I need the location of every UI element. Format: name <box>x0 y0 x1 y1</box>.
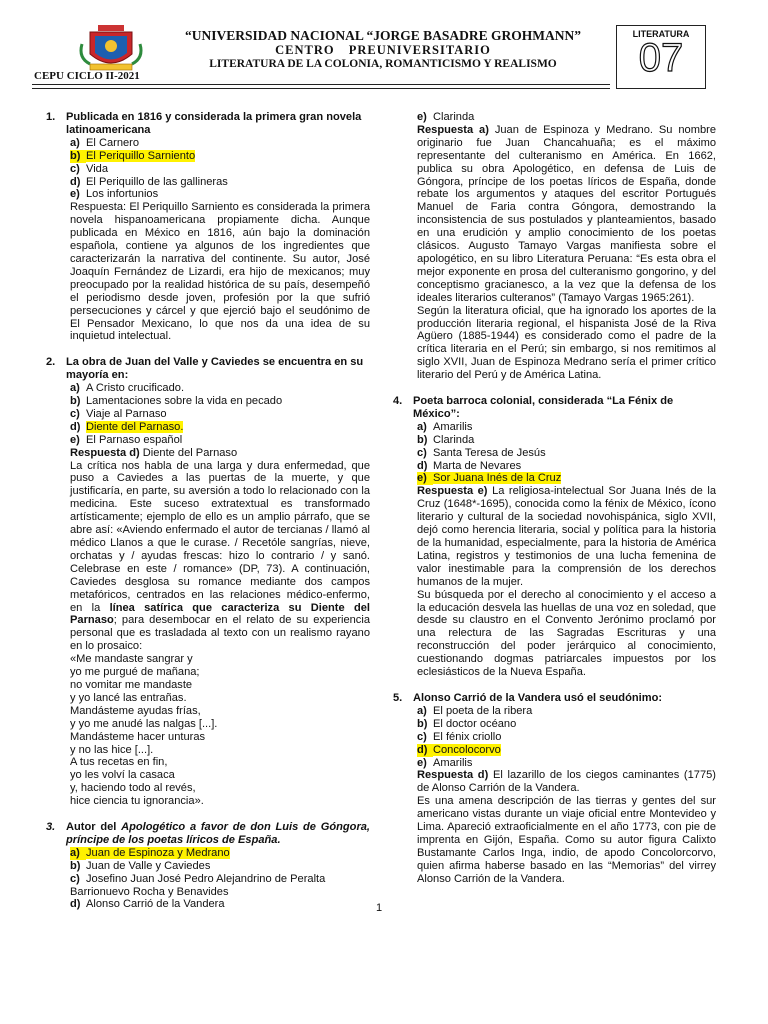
option: c) Josefino Juan José Pedro Alejandrino de Peralta Barrionuevo Rocha y Benavides <box>70 872 326 898</box>
option: a) El Carnero <box>70 136 140 149</box>
option: d) Alonso Carrió de la Vandera <box>70 898 225 911</box>
option: a) El poeta de la ribera <box>417 704 533 717</box>
question-number: 4. <box>393 395 403 408</box>
option: b) Clarinda <box>417 433 475 446</box>
question-1 <box>46 111 370 343</box>
option-correct: b) El Periquillo Sarniento <box>70 149 196 162</box>
university-crest-logo <box>76 24 146 74</box>
center-name: CENTRO PREUNIVERSITARIO <box>275 43 491 57</box>
answer-explanation: La crítica nos habla de una larga y dura enfermedad, que puso a Caviedes a las puertas de la muerte, y que justificaría, en parte, su aversión a todo lo relacionado con la medicina. Este suceso extratextual es transformado artísticamente; ejemplo de ello es un amplio párrafo, que se abre así: «Aviendo enfermado el autor de tercianas / llamó al médico Llanos a que le curase. / Recetóle sangrías, nieve, orchatas y / ayudas frescas: hizo lo contrario / y sanó. Celebrase en este / romance» (DP, 73). A continuación, Caviedes desglosa su romance mediante dos campos metafóricos, centrados en las relaciones médico-enfermo, en la línea satírica que caracteriza su Diente del Parnaso; para desembocar en el relato de su experiencia personal que es trasladada al texto con un realismo rayano en lo prosaico: <box>70 459 370 653</box>
question-text: Autor del Apologético a favor de don Luis de Góngora, príncipe de los poetas líricos de España. <box>66 821 371 846</box>
cycle-label: CEPU CICLO II-2021 <box>34 70 140 82</box>
question-5 <box>393 692 716 886</box>
answer-explanation-2: Según la literatura oficial, que ha ignorado los aportes de la producción literaria regional, el hispanista José de la Riva Agüero (1885-1944) es considerado como el padre de la crítica literaria en el Perú; sin embargo, si nos remitimos al siglo XVII, Juan de Espinoza Medrano sería el primer crítico literario del Perú y de América Latina. <box>417 304 716 382</box>
option: c) Vida <box>70 162 109 175</box>
topic-title: LITERATURA DE LA COLONIA, ROMANTICISMO Y REALISMO <box>209 58 557 70</box>
answer-heading: Respuesta d) Diente del Parnaso <box>70 446 238 459</box>
option: d) El Periquillo de las gallineras <box>70 175 228 188</box>
header-divider-thin <box>32 88 610 89</box>
course-badge <box>616 25 706 89</box>
document-header <box>160 28 606 71</box>
question-text: Alonso Carrió de la Vandera usó el seudónimo: <box>413 691 663 704</box>
option: a) A Cristo crucificado. <box>70 382 185 395</box>
question-number: 2. <box>46 356 56 369</box>
option: e) Los infortunios <box>70 188 159 201</box>
question-3-continued <box>393 111 716 382</box>
option-correct: a) Juan de Espinoza y Medrano <box>70 846 230 859</box>
option: c) Santa Teresa de Jesús <box>417 446 546 459</box>
question-number: 1. <box>46 111 56 123</box>
option: c) Viaje al Parnaso <box>70 407 167 420</box>
header-divider <box>32 84 610 85</box>
option-correct: d) Diente del Parnaso. <box>70 420 184 433</box>
option: a) Amarilis <box>417 420 473 433</box>
option-correct: e) Sor Juana Inés de la Cruz <box>417 472 562 485</box>
answer-explanation: Respuesta a) Juan de Espinoza y Medrano. Su nombre originario fue Juan Chancahuaña; es el máximo representante del culteranismo en América. En 1662, publica su obra Apologético, en defensa de Luis de Góngora, príncipe de los poetas líricos de España, donde rebate los argumentos y ataques del escritor Portugués Manuel de Faria contra Góngora, demostrando la inconsistencia de sus postulados y planteamientos, basado en una erudición y amplio conocimiento de los poetas clásicos. Augusto Tamayo Vargas manifiesta sobre el apologético, en su libro Literatura Peruana: “Es esta obra el mejor exponente en prosa del culteranismo gongorino, y del conceptismo gracianesco, a la vez que la defensa de los ideales literarios culteranos” (Tamayo Vargas 1965:261). <box>417 123 717 304</box>
question-text: Poeta barroca colonial, considerada “La Fénix de México”: <box>413 395 674 420</box>
option: d) Marta de Nevares <box>417 459 522 472</box>
left-column <box>46 111 370 924</box>
page-number: 1 <box>376 902 383 914</box>
question-2 <box>46 356 370 808</box>
question-3 <box>46 821 370 911</box>
option: e) Clarinda <box>417 111 475 123</box>
question-number: 5. <box>393 691 403 704</box>
university-name: “UNIVERSIDAD NACIONAL “JORGE BASADRE GROHMANN” <box>184 28 582 43</box>
course-label: LITERATURA <box>632 29 690 39</box>
question-text: Publicada en 1816 y considerada la primera gran novela latinoamericana <box>66 111 362 136</box>
option: e) Amarilis <box>417 756 473 769</box>
answer-explanation: Respuesta d) El lazarillo de los ciegos caminantes (1775) de Alonso Carrión de la Vandera. <box>417 769 716 795</box>
question-number: 3. <box>46 821 56 834</box>
option: b) Lamentaciones sobre la vida en pecado <box>70 395 283 408</box>
answer-explanation: Respuesta e) La religiosa-intelectual Sor Juana Inés de la Cruz (1648*-1695), conocida como la fénix de México, ícono literario y cultural de la sociedad novohispánica, siglo XVII, dejó como herencia literaria, social y política para la historia de la humanidad, especialmente, para la historia de América Latina, registros y testimonios de una lucha femenina de valor inestimable para la comprensión de los derechos humanos de la mujer. <box>417 485 716 588</box>
question-4 <box>393 395 716 679</box>
option: c) El fénix criollo <box>417 730 502 743</box>
poem-quote: «Me mandaste sangrar y yo me purgué de mañana; no vomitar me mandaste y yo lancé las entrañas. Mandásteme ayudas frías, y yo me anudé las nalgas [...]. Mandásteme hacer unturas y no las hice [...]. A tus recetas en fin, yo les volví la casaca y, haciendo todo al revés, hice ciencia tu ignorancia». <box>70 653 218 808</box>
option: e) El Parnaso español <box>70 433 183 446</box>
option: b) El doctor océano <box>417 717 517 730</box>
answer-explanation: Respuesta: El Periquillo Sarniento es considerada la primera novela hispanoamericana propiamente dicha. Aunque publicada en México en 1816, aún bajo la dominación española, contiene ya algunos de los ingredientes que caracterizarán la narrativa del continente. Su autor, José Joaquín Fernández de Lizardi, era hijo de mexicanos; muy preocupado por la realidad histórica de su país, desempeñó el periodismo desde joven, profesión por la que sufrió persecuciones y cárcel y que ejerció bajo el seudónimo de El Pensador Mexicano, lo que nos da una idea de su inquietud intelectual. <box>70 201 370 343</box>
answer-explanation-2: Es una amena descripción de las tierras y gentes del sur americano vistas durante un viaje oficial entre Montevideo y Lima. Apareció extraoficialmente en el año 1773, con pie de imprenta en Gijón, España. Como su autor figura Calixto Bustamante Carlos Inga, indio, de apodo Concolorcorvo, quien afirma haberse basado en las “Memorias” del virrey Alonso Carrión de la Vandera. <box>417 795 716 885</box>
option-correct: d) Concolocorvo <box>417 743 501 756</box>
session-number: 07 <box>638 36 684 80</box>
option: b) Juan de Valle y Caviedes <box>70 859 211 872</box>
right-column <box>393 111 716 899</box>
question-text: La obra de Juan del Valle y Caviedes se encuentra en su mayoría en: <box>66 356 364 382</box>
answer-explanation-2: Su búsqueda por el derecho al conocimiento y el acceso a la educación desvela las huellas de una voz en soledad, que desde su claustro en el Convento Jerónimo proclamó por una relectura de las Sagradas Escrituras y una reconstrucción del poder jerárquico al conocimiento, cuestionando dogmas patriarcales impuestos por los eclesiásticos de la Nueva España. <box>417 588 716 679</box>
